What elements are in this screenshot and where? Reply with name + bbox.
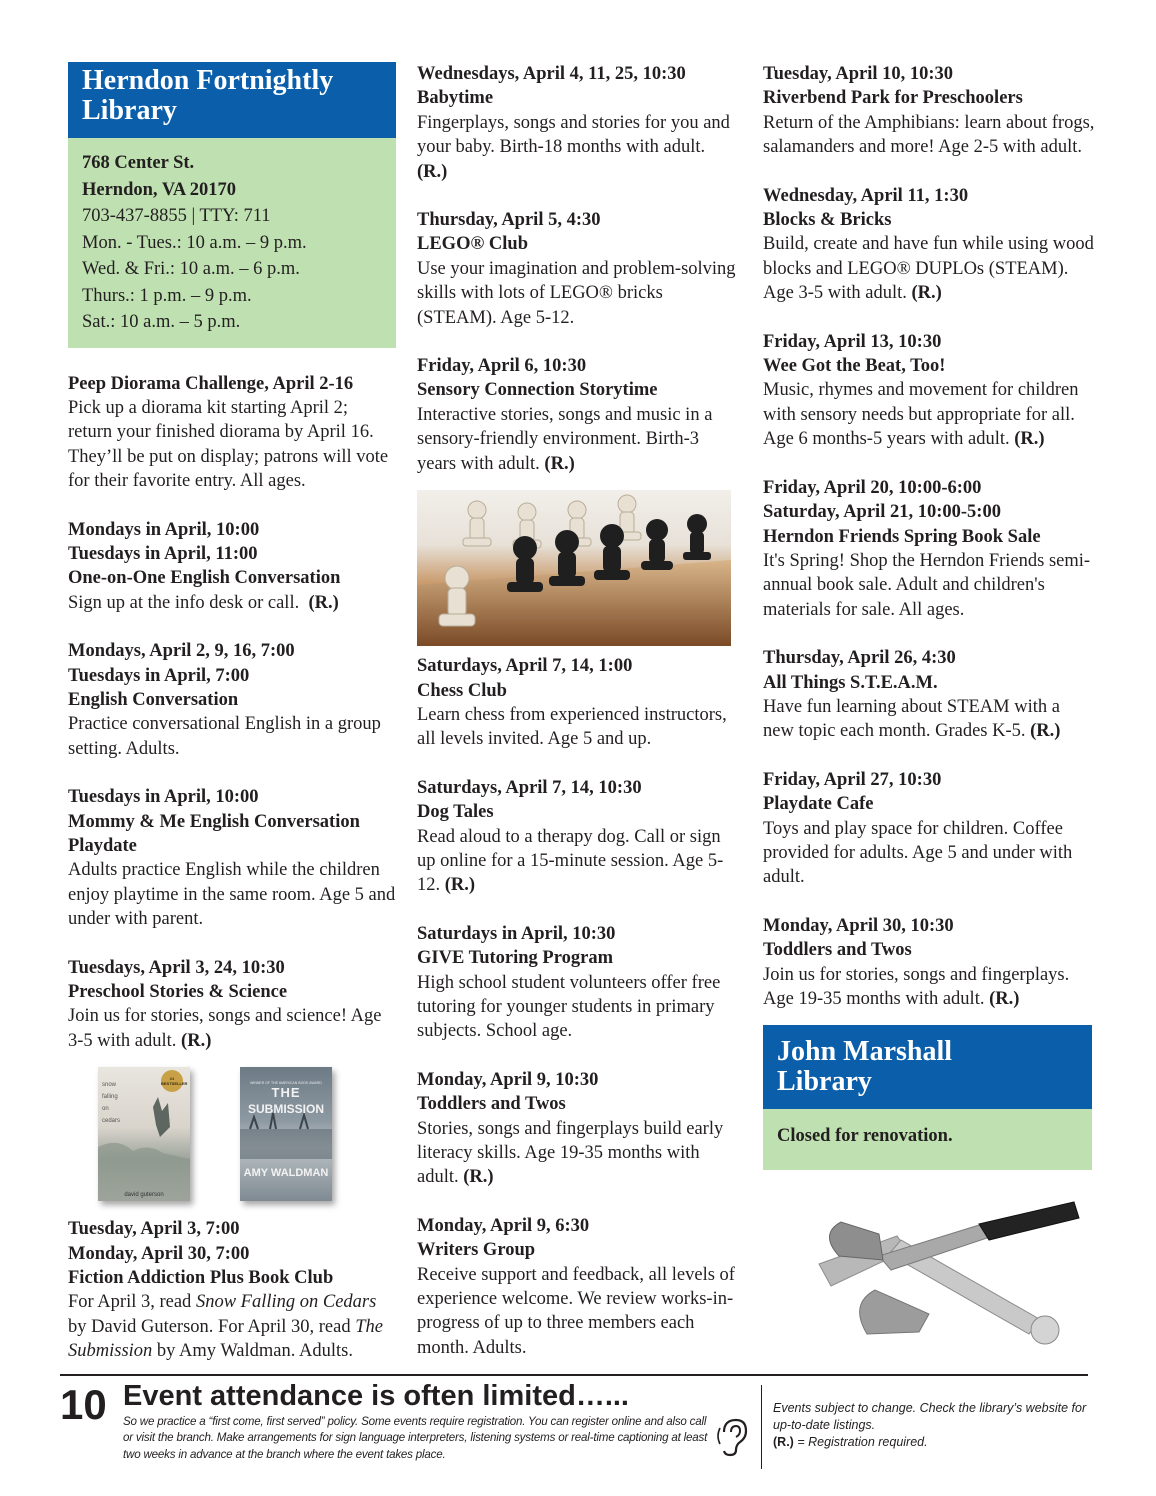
event-sensory-storytime [417,354,737,476]
event-description: Pick up a diorama kit starting April 2; return your finished diorama by April 16. They’ll be put on display; patrons will vote for their favorite entry. All ages. [68,397,389,492]
event-heading: Monday, April 30, 7:00 [68,1243,250,1264]
event-fiction-addiction [68,1217,396,1363]
herndon-title-line1: Herndon Fortnightly [82,65,334,96]
registration-badge: (R.) [989,989,1020,1009]
chess-pieces-illustration [417,490,731,646]
herndon-library-title [68,62,396,138]
event-title: Chess Club [417,680,507,701]
event-description: Sign up at the info desk or call. (R.) [68,592,339,613]
event-heading: Saturdays, April 7, 14, 10:30 [417,777,642,798]
registration-badge: (R.) [911,283,942,304]
event-title: Herndon Friends Spring Book Sale [763,526,1041,547]
marshall-title-line1: John Marshall [777,1036,953,1068]
event-title: All Things S.T.E.A.M. [763,672,938,693]
event-title: Babytime [417,88,494,109]
event-one-on-one-english [68,518,396,616]
event-description: Fingerplays, songs and stories for you and your baby. Birth-18 months with adult. (R.) [417,112,730,182]
book-cover-snow-falling [98,1067,190,1201]
event-heading: Mondays in April, 10:00 [68,519,260,540]
event-heading: Tuesdays, April 3, 24, 10:30 [68,957,285,978]
book2-author: AMY WALDMAN [243,1167,329,1180]
event-heading: Tuesdays in April, 10:00 [68,787,259,808]
event-description: Music, rhymes and movement for children with sensory needs but appropriate for all. Age 6 months-5 years with adult. (R.) [763,380,1079,450]
event-heading: Friday, April 6, 10:30 [417,356,587,377]
book1-title-line2: falling [102,1094,118,1101]
renovation-note: Closed for renovation. [777,1126,953,1147]
event-writers-group [417,1214,737,1360]
address-line1: 768 Center St. [82,153,195,173]
event-heading: Tuesday, April 10, 10:30 [763,64,954,84]
registration-badge: (R.) [308,592,339,613]
event-lego-club [417,208,737,330]
herndon-library-info [68,138,396,348]
book1-title-line3: on [102,1106,109,1113]
event-description: Join us for stories, songs and science! Age 3-5 with adult. (R.) [68,1006,382,1051]
event-description: Learn chess from experienced instructors, all levels invited. Age 5 and up. [417,704,727,750]
column-3 [763,62,1095,1346]
event-heading: Mondays, April 2, 9, 16, 7:00 [68,641,295,662]
event-description: For April 3, read Snow Falling on Cedars by David Guterson. For April 30, read The Submission by Amy Waldman. Adults. [68,1292,383,1362]
event-english-conversation [68,639,396,761]
book1-title-line1: snow [102,1082,117,1089]
registration-badge: (R.) [444,875,476,896]
event-title: Sensory Connection Storytime [417,380,658,401]
event-title: Mommy & Me English Conversation Playdate [68,811,360,856]
footer-right-note [773,1400,1093,1451]
event-heading: Tuesday, April 3, 7:00 [68,1219,240,1240]
event-description: Build, create and have fun while using wood blocks and LEGO® DUPLOs (STEAM). Age 3-5 with adult. (R.) [763,234,1094,304]
event-description: Return of the Amphibians: learn about frogs, salamanders and more! Age 2-5 with adult. [763,112,1095,158]
chess-photo [417,490,731,646]
event-title: LEGO® Club [417,234,528,255]
registration-badge: (R.) [1014,429,1045,450]
event-dog-tales [417,776,737,898]
column-2 [417,62,737,1384]
event-heading: Monday, April 30, 10:30 [763,915,954,936]
event-description: Interactive stories, songs and music in a sensory-friendly environment. Birth-3 years with adult. (R.) [417,404,713,474]
event-description: Toys and play space for children. Coffee provided for adults. Age 5 and under with adult. [763,818,1073,888]
book1-title-line4: cedars [102,1118,121,1125]
hours-mon-tues: Mon. - Tues.: 10 a.m. – 9 p.m. [82,232,307,253]
event-playdate-cafe [763,768,1095,890]
event-description: Adults practice English while the children enjoy playtime in the same room. Age 5 and under with parent. [68,860,396,930]
hammer-wrench-photo [779,1194,1099,1346]
footer-policy-text: So we practice a “first come, first served” policy. Some events require registration. You can register online and also call or visit the branch. Make arrangements for sign language interpreters, listening systems or real-time captioning at least two weeks in advance at the branch where the event takes place. [123,1415,708,1461]
event-heading: Wednesdays, April 4, 11, 25, 10:30 [417,64,686,84]
event-title: Writers Group [417,1240,536,1261]
event-book-sale [763,476,1095,622]
event-description: High school student volunteers offer free tutoring for younger students in primary subjects. School age. [417,972,721,1042]
event-chess-club [417,654,737,752]
registration-badge: (R.) [544,453,575,474]
registration-badge: (R.) [463,1167,494,1188]
event-toddlers-twos-1 [417,1068,737,1190]
book2-title-line2: SUBMISSION [247,1102,324,1117]
event-heading: Thursday, April 26, 4:30 [763,648,956,669]
event-title: Riverbend Park for Preschoolers [763,88,1023,109]
book-cover-submission [240,1067,332,1201]
event-description: It's Spring! Shop the Herndon Friends semi-annual book sale. Adult and children's materials for sale. All ages. [763,550,1091,620]
book-covers [68,1061,396,1213]
event-title: GIVE Tutoring Program [417,948,613,969]
john-marshall-title [763,1025,1092,1109]
john-marshall-library-box [763,1025,1092,1170]
event-title: Wee Got the Beat, Too! [763,356,946,377]
footer-headline: Event attendance is often limited…... [123,1380,629,1412]
event-heading: Saturdays in April, 10:30 [417,923,616,944]
registration-badge: (R.) [417,161,448,182]
event-babytime [417,62,737,184]
book-title: The Submission [68,1316,383,1362]
event-title: One-on-One English Conversation [68,568,341,589]
event-give-tutoring [417,922,737,1044]
hours-thurs: Thurs.: 1 p.m. – 9 p.m. [82,285,252,306]
event-title: Dog Tales [417,802,494,823]
event-heading: Friday, April 20, 10:00-6:00 [763,477,982,498]
registration-badge: (R.) [1030,721,1061,742]
events-change-note: Events subject to change. Check the library’s website for up-to-date listings. [773,1401,1087,1432]
event-title: Toddlers and Twos [417,1094,566,1115]
footer-rule [60,1374,1088,1376]
herndon-title-line2: Library [82,95,177,126]
herndon-library-box [68,62,396,348]
event-heading: Peep Diorama Challenge, April 2-16 [68,373,354,394]
event-description: Practice conversational English in a group setting. Adults. [68,714,381,759]
page-number: 10 [60,1381,107,1428]
event-preschool-stories [68,956,396,1054]
book2-tagline: WINNER OF THE AMERICAN BOOK AWARD [250,1081,322,1086]
event-heading: Tuesdays in April, 7:00 [68,665,250,686]
ear-icon [712,1414,752,1458]
event-heading: Monday, April 9, 10:30 [417,1069,599,1090]
event-steam [763,646,1095,744]
event-heading: Friday, April 13, 10:30 [763,331,942,352]
event-riverbend-park [763,62,1095,160]
event-heading: Saturday, April 21, 10:00-5:00 [763,502,1001,523]
event-heading: Wednesday, April 11, 1:30 [763,185,969,206]
event-title: Preschool Stories & Science [68,982,288,1003]
registration-key: (R.) = Registration required. [773,1435,928,1449]
book-title: Snow Falling on Cedars [195,1292,377,1313]
book1-author: david guterson [124,1192,164,1199]
event-heading: Tuesdays in April, 11:00 [68,543,258,564]
event-description: Use your imagination and problem-solving skills with lots of LEGO® bricks (STEAM). Age 5-12. [417,258,736,328]
hours-sat: Sat.: 10 a.m. – 5 p.m. [82,312,241,332]
event-title: Toddlers and Twos [763,940,912,961]
column-1 [68,62,396,1388]
event-heading: Thursday, April 5, 4:30 [417,210,601,231]
event-heading: Friday, April 27, 10:30 [763,769,942,790]
marshall-title-line2: Library [777,1066,872,1098]
event-blocks-bricks [763,184,1095,306]
book1-bestseller-seal: #1 BESTSELLER [161,1076,188,1087]
event-title: Fiction Addiction Plus Book Club [68,1268,334,1289]
event-title: Blocks & Bricks [763,210,892,231]
event-description: Receive support and feedback, all levels of experience welcome. We review works-in-progress of up to three members each month. Adults. [417,1264,735,1358]
book2-title-line1: THE [271,1085,301,1101]
event-heading: Saturdays, April 7, 14, 1:00 [417,656,633,677]
event-description: Have fun learning about STEAM with a new topic each month. Grades K-5. (R.) [763,696,1061,742]
tools-illustration [779,1194,1099,1346]
registration-badge: (R.) [181,1030,212,1051]
footer-divider [761,1385,762,1469]
event-title: Playdate Cafe [763,794,874,815]
phone: 703-437-8855 | TTY: 711 [82,206,271,226]
event-description: Read aloud to a therapy dog. Call or sign up online for a 15-minute session. Age 5-12. (R.) [417,826,724,896]
event-mommy-and-me [68,785,396,931]
event-toddlers-twos-2 [763,914,1095,1012]
event-heading: Monday, April 9, 6:30 [417,1215,590,1236]
event-peep-diorama [68,372,396,494]
event-description: Join us for stories, songs and fingerplays. Age 19-35 months with adult. (R.) [763,964,1070,1009]
event-description: Stories, songs and fingerplays build early literacy skills. Age 19-35 months with adult. (R.) [417,1118,724,1188]
event-title: English Conversation [68,689,239,710]
hours-wed-fri: Wed. & Fri.: 10 a.m. – 6 p.m. [82,259,300,279]
event-wee-got-the-beat [763,330,1095,452]
address-line2: Herndon, VA 20170 [82,179,237,200]
john-marshall-info [763,1109,1092,1170]
